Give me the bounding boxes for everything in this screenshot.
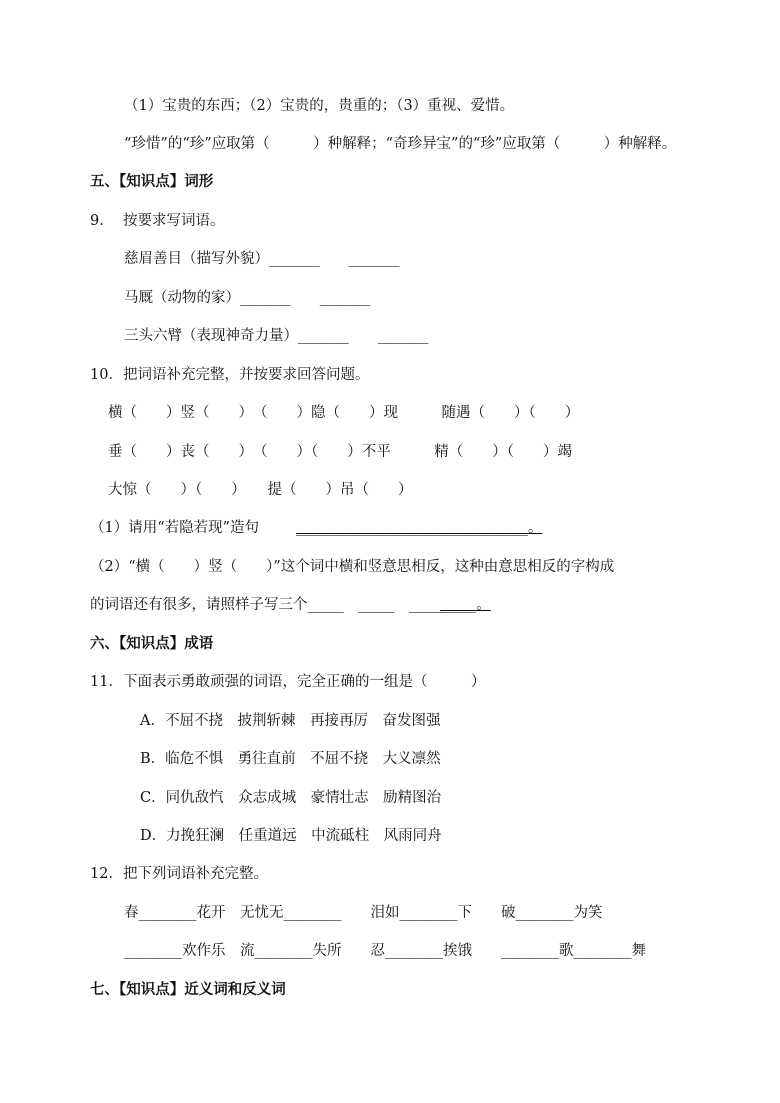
section-six-heading: 六、【知识点】成语 bbox=[90, 635, 214, 652]
q10-row-2: 垂（ ）丧（ ） （ ）（ ）不平 精（ ）（ ）竭 bbox=[108, 444, 572, 460]
section-five-heading: 五、【知识点】词形 bbox=[90, 173, 214, 190]
q11-option-c: C．同仇敌忾 众志成城 豪情壮志 励精图治 bbox=[140, 790, 442, 806]
question-11-title: 11．下面表示勇敢顽强的词语，完全正确的一组是（ ） bbox=[90, 674, 486, 690]
question-12-title: 12．把下列词语补充完整。 bbox=[90, 866, 268, 882]
q10-sub-1: （1）请用“若隐若现”造句 bbox=[90, 520, 260, 536]
zhen-question: “珍惜”的“珍”应取第（ ）种解释；“奇珍异宝”的“珍”应取第（ ）种解释。 bbox=[124, 136, 677, 152]
q11-option-b: B．临危不惧 勇往直前 不屈不挠 大义凛然 bbox=[140, 751, 441, 767]
q9-item-2: 马厩（动物的家）_______ _______ bbox=[124, 290, 371, 306]
q9-item-3: 三头六臂（表现神奇力量）_______ _______ bbox=[124, 328, 429, 344]
q10-sub-1-answer-line: ________________________________。 bbox=[296, 520, 543, 536]
question-10-title: 10．把词语补充完整，并按要求回答问题。 bbox=[90, 367, 370, 383]
q10-sub-2-cont: 的词语还有很多，请照样子写三个_____ _____ _____ bbox=[90, 597, 446, 613]
q9-item-1: 慈眉善目（描写外貌）_______ _______ bbox=[124, 251, 400, 267]
q10-row-1: 横（ ）竖（ ） （ ）隐（ ）现 随遇（ ）（ ） bbox=[108, 405, 580, 421]
q12-row-2: ________欢作乐 流________失所 忍________挨饿 ________歌________舞 bbox=[124, 943, 646, 959]
definition-options: （1）宝贵的东西；（2）宝贵的，贵重的；（3）重视、爱惜。 bbox=[124, 98, 515, 114]
q12-row-1: 春________花开 无忧无________ 泪如________下 破________为笑 bbox=[124, 905, 603, 921]
q10-row-3: 大惊（ ）（ ） 提（ ）吊（ ） bbox=[108, 482, 413, 498]
q11-option-a: A．不屈不挠 披荆斩棘 再接再厉 奋发图强 bbox=[140, 713, 441, 729]
q10-sub-2-answer-end: _____。 bbox=[440, 597, 491, 613]
q11-option-d: D．力挽狂澜 任重道远 中流砥柱 风雨同舟 bbox=[140, 828, 442, 844]
q10-sub-2: （2）“横（ ）竖（ ）”这个词中横和竖意思相反，这种由意思相反的字构成 bbox=[90, 559, 615, 575]
question-9-title: 9． 按要求写词语。 bbox=[90, 213, 225, 229]
section-seven-heading: 七、【知识点】近义词和反义词 bbox=[90, 981, 286, 998]
